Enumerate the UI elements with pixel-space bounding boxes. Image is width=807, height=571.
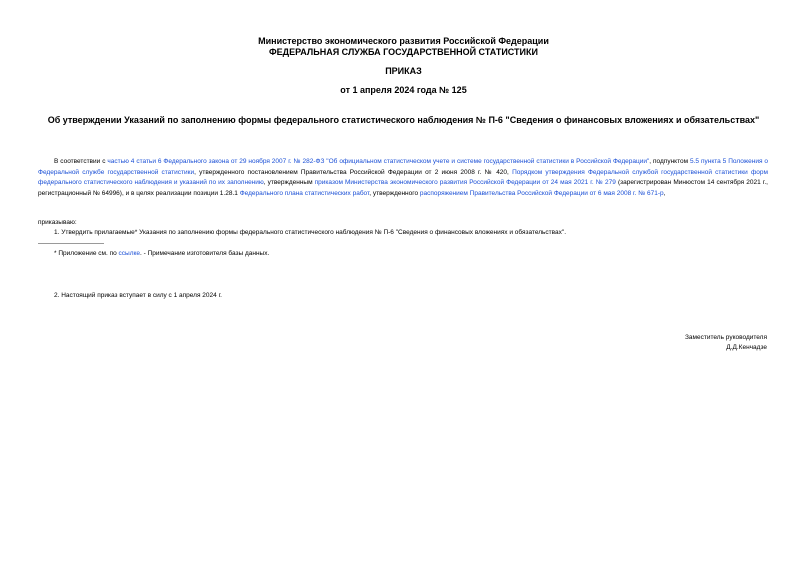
signer-position: Заместитель руководителя <box>685 334 767 341</box>
footnote <box>54 249 269 259</box>
footnote-text: . - Примечание изготовителя базы данных. <box>140 250 270 257</box>
government-order-link[interactable]: распоряжением Правительства Российской Федерации от 6 мая 2008 г. № 671-р <box>419 189 664 197</box>
intro-paragraph <box>38 157 768 199</box>
intro-text: , <box>663 189 666 197</box>
ministry-heading: Министерство экономического развития Российской Федерации <box>258 36 549 46</box>
statistical-plan-link[interactable]: Федерального плана статистических работ <box>239 189 370 197</box>
order-link[interactable]: приказом Министерства экономического развития Российской Федерации от 24 мая 2021 г. № 279 <box>314 179 616 186</box>
intro-text: , утвержденного <box>369 189 420 197</box>
procedure-link[interactable]: Порядком утверждения Федеральной службой государственной статистики форм федерального статистического наблюдения и указаний по их заполнению <box>38 168 769 186</box>
footnote-text: * Приложение см. по <box>54 250 119 257</box>
law-link[interactable]: частью 4 статьи 6 Федерального закона от 29 ноября 2007 г. № 282-ФЗ "Об официальном статистическом учете и системе государственной статистики в Российской Федерации" <box>107 158 650 165</box>
document-date: от 1 апреля 2024 года № 125 <box>340 85 467 95</box>
intro-text: , утвержденным <box>263 179 315 186</box>
intro-text: , утвержденного постановлением Правительства Российской Федерации от 2 июня 2008 г. № 420, <box>194 168 513 176</box>
item-2: 2. Настоящий приказ вступает в силу с 1 апреля 2024 г. <box>54 292 222 299</box>
decree-word: приказываю: <box>38 219 77 226</box>
intro-text: (зарегистрирован Минюстом 14 сентября 2021 г., регистрационный № 64996), и в целях реализации позиции 1.28.1 <box>38 179 768 197</box>
service-heading: ФЕДЕРАЛЬНАЯ СЛУЖБА ГОСУДАРСТВЕННОЙ СТАТИСТИКИ <box>269 47 538 57</box>
footnote-link[interactable]: ссылке <box>118 250 141 257</box>
document-type: ПРИКАЗ <box>385 66 422 76</box>
intro-text: , подпунктом <box>649 158 690 165</box>
intro-text: В соответствии с <box>54 158 108 165</box>
footnote-divider <box>38 243 104 244</box>
regulation-link[interactable]: 5.5 пункта 5 Положения о Федеральной службе государственной статистики <box>38 158 769 176</box>
document-title: Об утверждении Указаний по заполнению формы федерального статистического наблюдения № П-6 "Сведения о финансовых вложениях и обязательствах" <box>47 115 760 125</box>
signer-name: Д.Д.Кенчадзе <box>726 344 767 351</box>
item-1: 1. Утвердить прилагаемые* Указания по заполнению формы федерального статистического наблюдения № П-6 "Сведения о финансовых вложениях и обязательствах". <box>54 229 566 236</box>
